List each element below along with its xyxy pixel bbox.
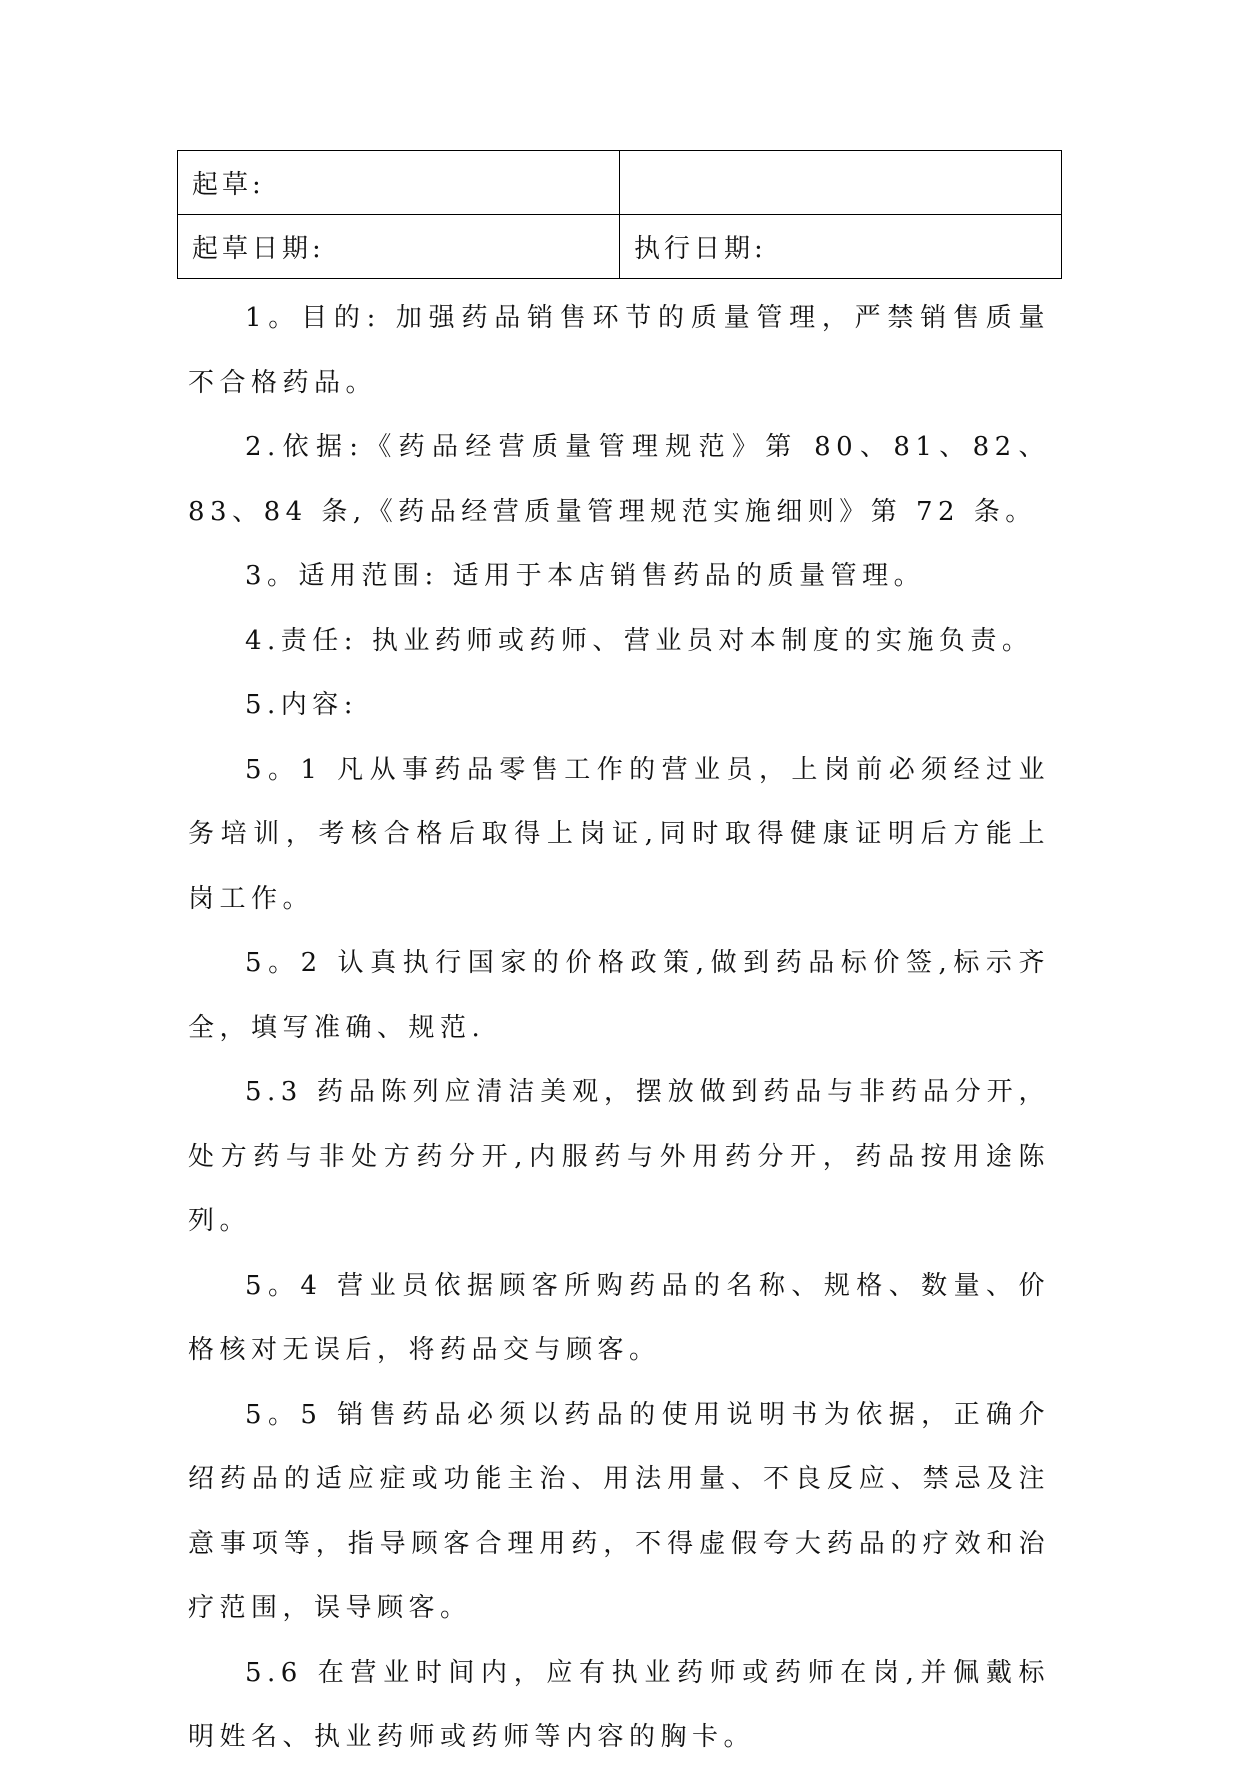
paragraph-5-6: 5.6 在营业时间内，应有执业药师或药师在岗,并佩戴标明姓名、执业药师或药师等内容的胸卡。 <box>188 1657 1050 1752</box>
drafter-label: 起草: <box>178 151 620 215</box>
paragraph-5-5: 5。5 销售药品必须以药品的使用说明书为依据，正确介绍药品的适应症或功能主治、用法用量、不良反应、禁忌及注意事项等，指导顾客合理用药，不得虚假夸大药品的疗效和治疗范围，误导顾客。 <box>188 1399 1050 1623</box>
paragraph-5-2: 5。2 认真执行国家的价格政策,做到药品标价签,标示齐全，填写准确、规范. <box>188 948 1050 1043</box>
effective-date-label: 执行日期: <box>620 215 1062 279</box>
table-row-dates <box>178 215 1062 279</box>
paragraph-purpose: 1。目的: 加强药品销售环节的质量管理，严禁销售质量不合格药品。 <box>188 303 1050 398</box>
paragraph-5-4: 5。4 营业员依据顾客所购药品的名称、规格、数量、价格核对无误后，将药品交与顾客。 <box>188 1270 1050 1365</box>
paragraph-scope: 3。适用范围: 适用于本店销售药品的质量管理。 <box>245 561 926 591</box>
table-row-drafter <box>178 151 1062 215</box>
paragraph-content-heading: 5.内容: <box>245 690 359 720</box>
paragraph-5-3: 5.3 药品陈列应清洁美观，摆放做到药品与非药品分开，处方药与非处方药分开,内服药与外用药分开，药品按用途陈列。 <box>188 1077 1050 1236</box>
draft-date-label: 起草日期: <box>178 215 620 279</box>
drafter-value <box>620 151 1062 215</box>
paragraph-5-1: 5。1 凡从事药品零售工作的营业员，上岗前必须经过业务培训，考核合格后取得上岗证,同时取得健康证明后方能上岗工作。 <box>188 754 1050 914</box>
paragraph-basis: 2.依据:《药品经营质量管理规范》第 80、81、82、83、84 条,《药品经营质量管理规范实施细则》第 72 条。 <box>188 432 1050 527</box>
header-table <box>177 150 1062 279</box>
body-text <box>188 286 1050 1770</box>
paragraph-responsibility: 4.责任: 执业药师或药师、营业员对本制度的实施负责。 <box>245 625 1034 656</box>
